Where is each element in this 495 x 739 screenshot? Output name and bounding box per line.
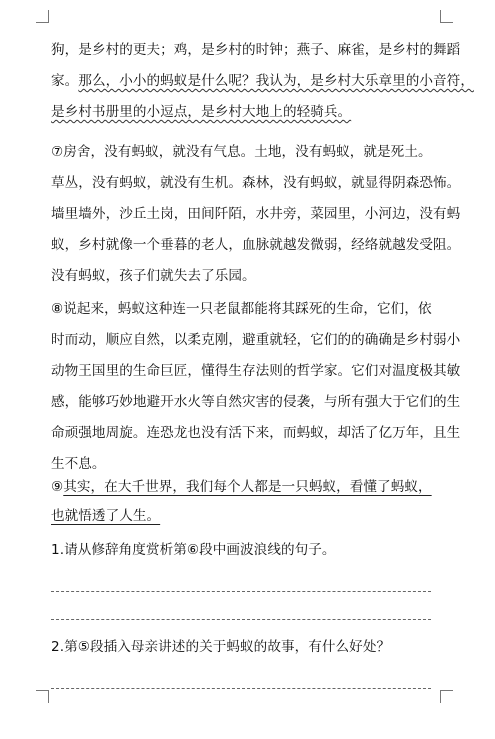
text-line: 时而动，顺应自然，以柔克刚，避重就轻，它们的的确确是乡村弱小 [51,332,461,348]
text-line: 狗，是乡村的更夫；鸡，是乡村的时钟；燕子、麻雀，是乡村的舞蹈 [51,42,461,58]
crop-mark-bottom-right [440,690,453,703]
wavy-underlined-sentence: 是乡村书册里的小逗点，是乡村大地上的轻骑兵。 [51,104,352,120]
text-line [51,508,160,524]
text-line: 墙里墙外，沙丘土岗，田间阡陌，水井旁，菜园里，小河边，没有蚂 [51,206,461,222]
text-line: 蚁，乡村就像一个垂暮的老人，血脉就越发微弱，经络就越发受阻。 [51,237,461,253]
underlined-sentence: 其实，在大千世界，我们每个人都是一只蚂蚁，看懂了蚂蚁， [63,479,432,495]
crop-mark-bottom-left [36,690,49,703]
text-line: 没有蚂蚁，孩子们就失去了乐园。 [51,268,256,284]
question-1: 1.请从修辞角度赏析第⑥段中画波浪线的句子。 [51,542,336,558]
wavy-underlined-sentence: 那么，小小的蚂蚁是什么呢？我认为，是乡村大乐章里的小音符， [78,73,474,89]
answer-line [51,688,431,689]
crop-mark-top-right [440,10,453,23]
text-line: 草丛，没有蚂蚁，就没有生机。森林，没有蚂蚁，就显得阴森恐怖。 [51,175,461,191]
text-line: 家。那么，小小的蚂蚁是什么呢？我认为，是乡村大乐章里的小音符， [51,73,474,89]
text-line: ⑧说起来，蚂蚁这种连一只老鼠都能将其踩死的生命，它们，依 [51,301,432,317]
text-line: 动物王国里的生命巨匠，懂得生存法则的哲学家。它们对温度极其敏 [51,363,461,379]
underlined-sentence: 也就悟透了人生。 [51,508,161,524]
answer-line [51,619,431,620]
text-line: ⑨其实，在大千世界，我们每个人都是一只蚂蚁，看懂了蚂蚁， [51,479,432,495]
text-line: ⑦房舍，没有蚂蚁，就没有气息。土地，没有蚂蚁，就是死土。 [51,144,432,160]
crop-mark-top-left [36,10,49,23]
answer-line [51,591,431,592]
text-line: 生不息。 [51,456,106,472]
text-line [51,104,351,120]
text-line: 感，能够巧妙地避开水火等自然灾害的侵袭，与所有强大于它们的生 [51,394,461,410]
question-2: 2.第⑤段插入母亲讲述的关于蚂蚁的故事，有什么好处？ [51,639,391,655]
text-line: 命顽强地周旋。连恐龙也没有活下来，而蚂蚁，却活了亿万年，且生 [51,425,461,441]
